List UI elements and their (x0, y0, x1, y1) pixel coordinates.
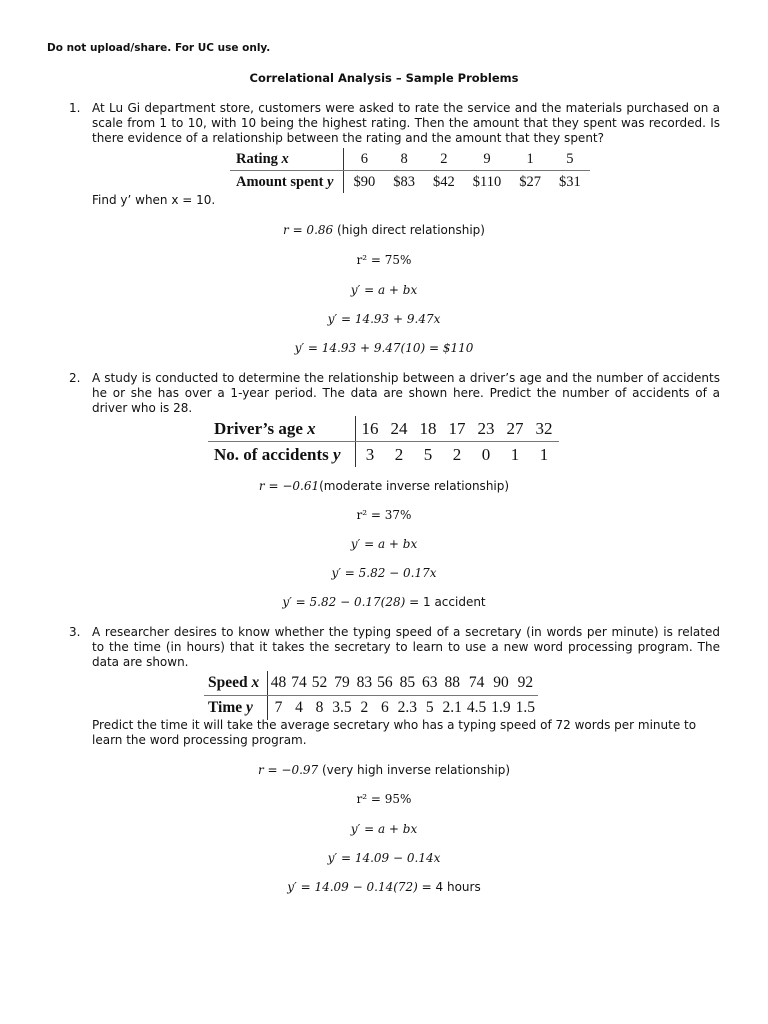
row-variable: x (251, 674, 260, 691)
row-header-time (204, 696, 268, 721)
table-row (230, 148, 590, 171)
problem-2-eq-fit: y′ = 5.82 − 0.17x (331, 566, 437, 580)
problem-1-r-squared: r² = 75% (356, 253, 412, 267)
problem-2-eq-prediction (0, 595, 768, 609)
problem-3-eq-prediction (0, 880, 768, 894)
table-cell: $90 (353, 173, 376, 190)
table-cell: 74 (289, 671, 310, 696)
problem-3-eq-fit: y′ = 14.09 − 0.14x (327, 851, 441, 865)
row-label: Time (208, 699, 243, 716)
table-cell: 1 (510, 148, 550, 171)
table-cell: 24 (385, 416, 414, 442)
table-cell: $27 (519, 173, 541, 190)
table-row (208, 416, 559, 442)
table-cell: 79 (330, 671, 354, 696)
usage-notice: Do not upload/share. For UC use only. (47, 42, 271, 54)
problem-2-text: A study is conducted to determine the relationship between a driver’s age and the number of accidents he or she has over a 1-year period. The data are shown here. Predict the number of accidents of a driver who is 28. (92, 371, 720, 415)
table-cell: 2.1 (442, 699, 462, 716)
table-cell: 83 (354, 671, 375, 696)
table-cell: 18 (414, 416, 443, 442)
table-cell: 74 (464, 671, 488, 696)
problem-3-number: 3. (69, 625, 81, 639)
table-cell: 1 (539, 444, 549, 464)
table-cell: 32 (530, 416, 559, 442)
problem-2-number: 2. (69, 371, 81, 385)
table-cell: 23 (472, 416, 501, 442)
problem-3-r (0, 763, 768, 777)
table-cell: 2 (424, 148, 464, 171)
row-label: Speed (208, 674, 248, 691)
problem-3-text: A researcher desires to know whether the typing speed of a secretary (in words per minute) is related to the time (in hours) that it takes the secretary to learn to use a new word processing program. The data are shown. (92, 625, 720, 669)
prediction-equation: y′ = 5.82 − 0.17(28) (282, 595, 406, 609)
r-interpretation: (very high inverse relationship) (318, 763, 511, 777)
row-header-amount (230, 171, 344, 194)
problem-3-question: Predict the time it will take the average secretary who has a typing speed of 72 words per minute to learn the word processing program. (92, 718, 697, 747)
problem-1-number: 1. (69, 101, 81, 115)
table-cell: 2 (360, 699, 369, 716)
table-cell: 16 (355, 416, 385, 442)
row-variable: y (246, 699, 253, 716)
table-cell: 92 (513, 671, 537, 696)
row-header-age (208, 416, 355, 442)
r-interpretation: (high direct relationship) (333, 223, 485, 237)
prediction-result: = 1 accident (405, 595, 486, 609)
table-cell: $110 (472, 173, 502, 190)
table-cell: 5 (425, 699, 434, 716)
r-interpretation: (moderate inverse relationship) (319, 479, 510, 493)
problem-3-eq-general: y′ = a + bx (350, 822, 418, 836)
row-label: Rating (236, 150, 278, 167)
problem-1-eq-prediction: y′ = 14.93 + 9.47(10) = $110 (294, 341, 474, 355)
table-cell: 4.5 (466, 699, 487, 716)
table-row (204, 696, 538, 721)
row-variable: y (332, 444, 341, 464)
table-cell: $31 (558, 173, 581, 190)
table-cell: 1.9 (491, 699, 511, 716)
table-cell: 3 (365, 444, 375, 464)
table-cell: 3.5 (332, 699, 352, 716)
row-header-speed (204, 671, 268, 696)
table-cell: 2 (452, 444, 462, 464)
row-variable: x (307, 418, 316, 438)
r-value: r = −0.61 (258, 479, 320, 493)
problem-1-eq-general: y′ = a + bx (350, 283, 418, 297)
problem-2-eq-general: y′ = a + bx (350, 537, 418, 551)
table-cell: 5 (550, 148, 590, 171)
row-header-rating (230, 148, 344, 171)
row-label: No. of accidents (214, 444, 329, 464)
problem-1-text: At Lu Gi department store, customers were asked to rate the service and the materials purchased on a scale from 1 to 10, with 10 being the highest rating. Then the amount that they spent was recorded. Is there evidence of a relationship between the rating and the amount that they spent? (92, 101, 720, 145)
page-title: Correlational Analysis – Sample Problems (249, 71, 519, 85)
prediction-equation: y′ = 14.09 − 0.14(72) (287, 880, 418, 894)
row-variable: x (281, 150, 289, 167)
table-cell: 8 (315, 699, 324, 716)
table-cell: 1 (510, 444, 520, 464)
table-cell: 5 (423, 444, 433, 464)
table-cell: 7 (274, 699, 283, 716)
prediction-result: = 4 hours (417, 880, 481, 894)
table-cell: 2.3 (397, 699, 417, 716)
problem-1-r (0, 223, 768, 237)
table-cell: 2 (394, 444, 404, 464)
table-cell: 85 (395, 671, 419, 696)
table-cell: $42 (432, 173, 455, 190)
problem-2-r-squared: r² = 37% (356, 508, 412, 522)
table-row (230, 171, 590, 194)
table-cell: 88 (440, 671, 464, 696)
problem-1-question: Find y’ when x = 10. (92, 193, 216, 207)
table-cell: 52 (309, 671, 330, 696)
table-cell: 90 (489, 671, 513, 696)
table-cell: 56 (375, 671, 396, 696)
problem-1-eq-fit: y′ = 14.93 + 9.47x (327, 312, 441, 326)
problem-3-r-squared: r² = 95% (356, 792, 412, 806)
row-header-accidents (208, 442, 355, 468)
problem-1-data-table (230, 148, 590, 193)
table-cell: 9 (464, 148, 510, 171)
table-cell: 17 (443, 416, 472, 442)
table-cell: $83 (393, 173, 415, 190)
row-label: Amount spent (236, 173, 324, 190)
table-cell: 63 (420, 671, 441, 696)
r-value: r = 0.86 (283, 223, 334, 237)
table-cell: 6 (344, 148, 384, 171)
table-cell: 48 (268, 671, 289, 696)
problem-2-data-table (208, 416, 559, 467)
table-cell: 0 (481, 444, 491, 464)
row-variable: y (327, 173, 334, 190)
table-row (204, 671, 538, 696)
table-cell: 8 (384, 148, 424, 171)
table-cell: 4 (295, 699, 303, 716)
r-value: r = −0.97 (257, 763, 319, 777)
table-row (208, 442, 559, 468)
problem-2-r (0, 479, 768, 493)
table-cell: 6 (381, 699, 389, 716)
table-cell: 1.5 (515, 699, 535, 716)
row-label: Driver’s age (214, 418, 303, 438)
table-cell: 27 (501, 416, 530, 442)
problem-3-data-table (204, 671, 538, 720)
